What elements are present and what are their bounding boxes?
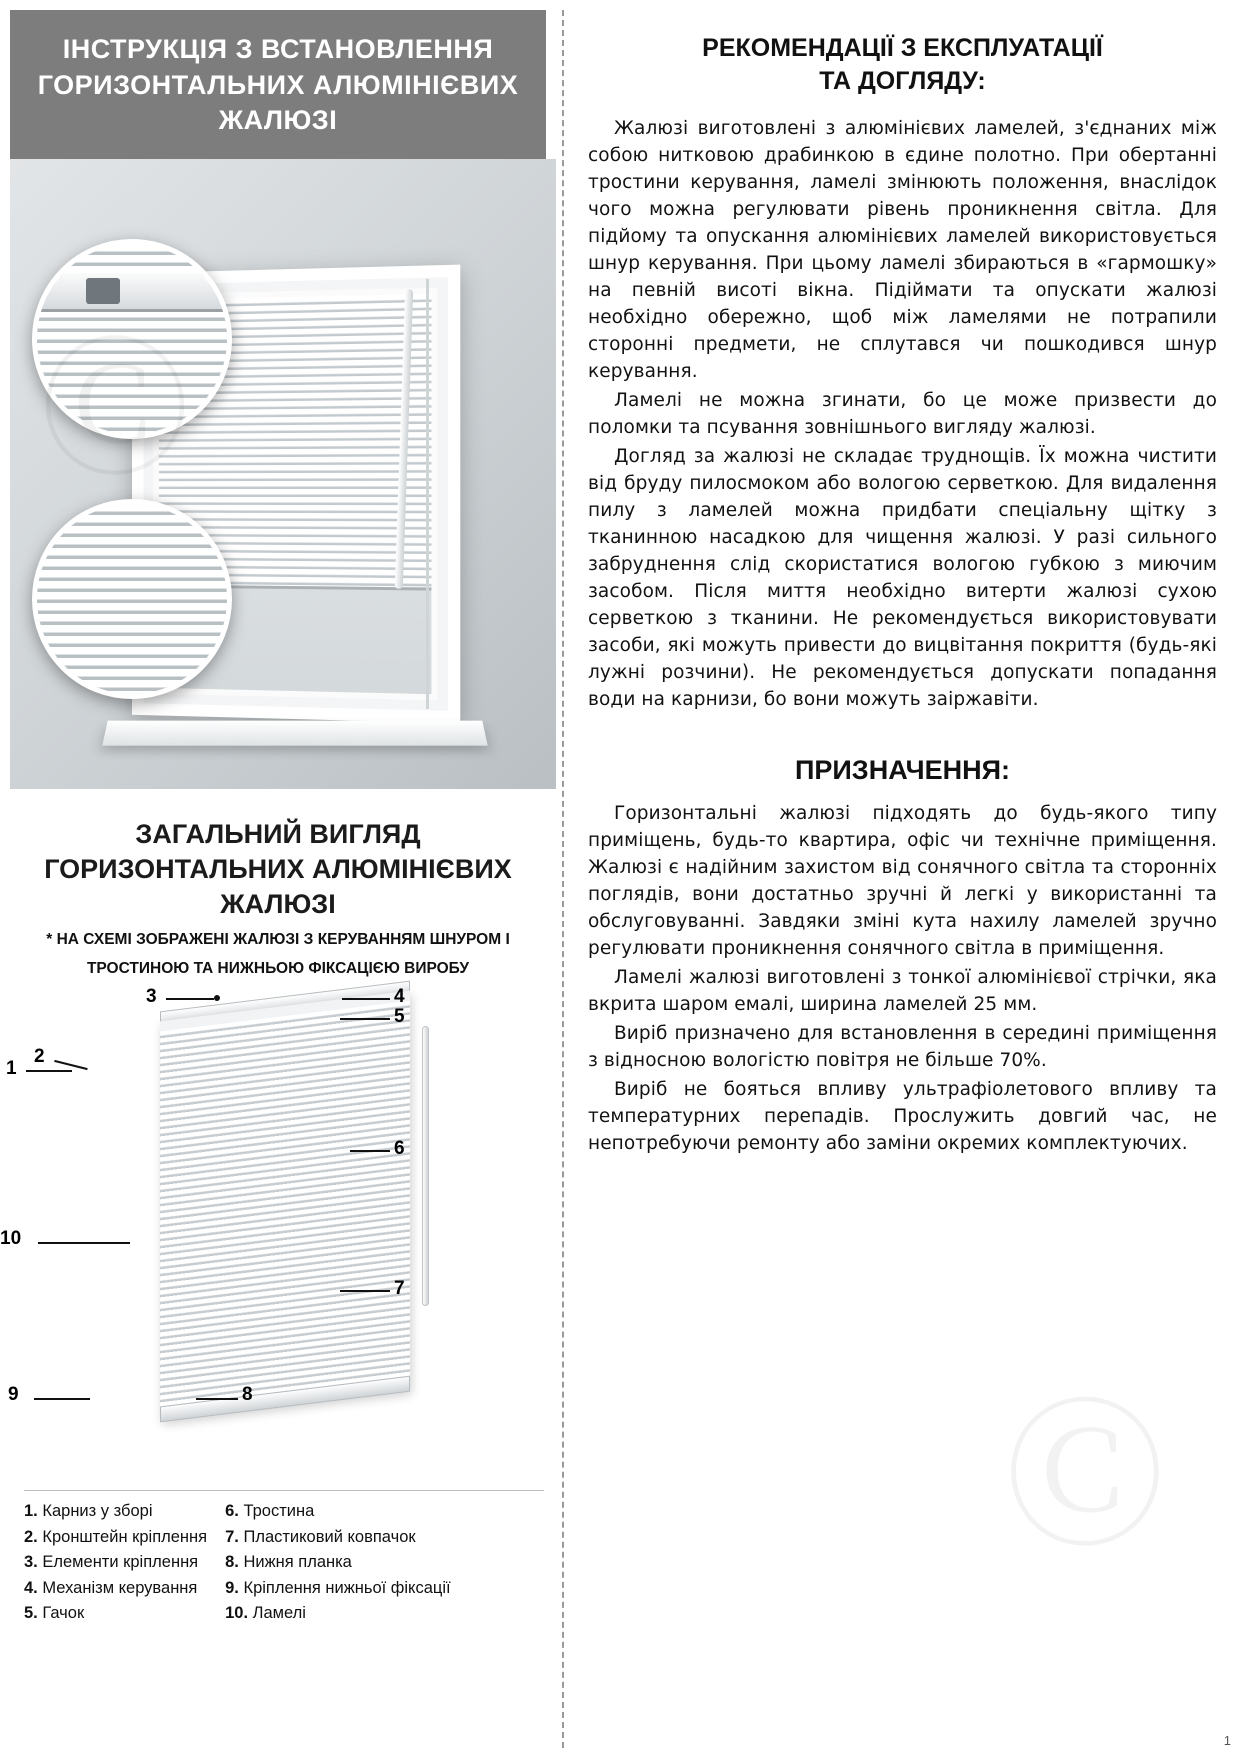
install-header-line-3: ЖАЛЮЗІ <box>218 105 338 136</box>
legend-text-10: Ламелі <box>252 1604 306 1623</box>
installation-photo <box>10 159 556 789</box>
callout-9: 9 <box>8 1384 19 1405</box>
leader-5 <box>340 1018 390 1020</box>
list-item <box>24 1499 207 1525</box>
legend-num-3: 3. <box>24 1553 38 1572</box>
list-item <box>24 1601 207 1627</box>
callout-4: 4 <box>394 986 405 1007</box>
legend-text-5: Гачок <box>42 1604 85 1623</box>
legend-num-5: 5. <box>24 1604 38 1623</box>
detail-bracket <box>86 278 120 304</box>
leader-1 <box>26 1070 72 1072</box>
leader-dot-3 <box>214 995 220 1001</box>
callout-7: 7 <box>394 1278 405 1299</box>
legend-num-9: 9. <box>225 1578 239 1597</box>
legend-text-6: Тростина <box>243 1502 315 1520</box>
overview-note-line-1: * НА СХЕМІ ЗОБРАЖЕНІ ЖАЛЮЗІ З КЕРУВАННЯМ ШНУРОМ І <box>46 931 510 949</box>
care-paragraph-3: Догляд за жалюзі не складає труднощів. Їх можна чистити від бруду пилосмоком або вологою серветкою. Для видалення пилу з ламелей можна придбати спеціальну щітку з тканинною насадкою для чищення жалюзі. У разі сильного забруднення слід скористатися вологою губкою з миючим засобом. Після миття необхідно витерти жалюзі сухою серветкою з тканини. Не рекомендується використовувати засоби, які можуть привести до вицвітання покриття (будь-які лужні розчини). Не рекомендується допускати попадання води на карнизи, бо вони можуть заіржавіти. <box>588 445 1217 710</box>
watermark-icon: Ⓒ <box>1004 1389 1165 1567</box>
blind-parts-diagram <box>0 986 550 1486</box>
care-paragraph-2: Ламелі не можна згинати, бо це може призвести до поломки та псування зовнішнього вигляду жалюзі. <box>588 389 1217 438</box>
list-item <box>225 1525 451 1551</box>
right-column <box>570 0 1245 1758</box>
overview-title-line-1: ЗАГАЛЬНИЙ ВИГЛЯД <box>135 818 421 849</box>
callout-2: 2 <box>34 1046 45 1067</box>
list-item <box>24 1576 207 1602</box>
legend-num-7: 7. <box>225 1527 239 1546</box>
care-title-line-1: РЕКОМЕНДАЦІЇ З ЕКСПЛУАТАЦІЇ <box>702 34 1103 62</box>
callout-3: 3 <box>146 986 157 1007</box>
list-item <box>225 1499 451 1525</box>
purpose-paragraph-3: Виріб призначено для встановлення в середині приміщення з відносною вологістю повітря не більше 70%. <box>588 1022 1217 1071</box>
leader-2 <box>54 1060 87 1070</box>
install-header-line-1: ІНСТРУКЦІЯ З ВСТАНОВЛЕННЯ <box>62 34 494 64</box>
parts-legend-left <box>24 1499 207 1627</box>
legend-text-8: Нижня планка <box>243 1553 352 1572</box>
page-number: 1 <box>1223 1733 1231 1748</box>
legend-num-1: 1. <box>24 1502 38 1520</box>
legend-num-4: 4. <box>24 1578 38 1597</box>
callout-6: 6 <box>394 1138 405 1159</box>
legend-text-4: Механізм керування <box>42 1578 198 1597</box>
leader-8 <box>196 1398 238 1400</box>
legend-num-6: 6. <box>225 1502 239 1520</box>
diagram-control-wand <box>422 1026 429 1306</box>
photo-control-cord <box>426 279 429 709</box>
overview-title-line-3: ЖАЛЮЗІ <box>220 889 336 920</box>
legend-num-2: 2. <box>24 1527 38 1546</box>
purpose-body <box>588 800 1217 1157</box>
purpose-paragraph-4: Виріб не бояться впливу ультрафіолетового впливу та температурних перепадів. Прослужить довгий час, не непотребуючи ремонту або заміни окремих комплектуючих. <box>588 1078 1217 1154</box>
parts-legend-right <box>225 1499 451 1627</box>
parts-legend <box>24 1490 544 1627</box>
leader-3 <box>166 998 214 1000</box>
purpose-paragraph-2: Ламелі жалюзі виготовлені з тонкої алюмінієвої стрічки, яка вкрита шаром емалі, ширина ламелей 25 мм. <box>588 966 1217 1015</box>
list-item <box>225 1601 451 1627</box>
care-paragraph-1: Жалюзі виготовлені з алюмінієвих ламелей, з'єднаних між собою нитковою драбинкою в єдине полотно. При обертанні тростини керування, ламелі змінюють положення, внаслідок чого можна регулювати рівень проникнення світла. Для підйому та опускання алюмінієвих ламелей використовується шнур керування. При цьому ламелі збираються в «гармошку» на певній висоті вікна. Підіймати та опускати жалюзі необхідно обережно, щоб між ламелями не потрапили сторонні предмети, не сплутався чи пошкодився шнур керування. <box>588 117 1217 382</box>
legend-text-2: Кронштейн кріплення <box>42 1527 208 1546</box>
install-instructions-header <box>10 10 546 159</box>
list-item <box>225 1550 451 1576</box>
callout-10: 10 <box>0 1228 22 1249</box>
care-body <box>588 115 1217 713</box>
column-divider <box>562 10 564 1748</box>
purpose-paragraph-1: Горизонтальні жалюзі підходять до будь-якого типу приміщень, будь-то квартира, офіс чи технічне приміщення. Жалюзі є надійним захистом від сонячного світла та сторонніх поглядів, вони достатньо зручні й легкі у використанні та обслуговуванні. Завдяки зміні кута нахилу ламелей зручно регулювати проникнення сонячного світла в приміщення. <box>588 802 1217 959</box>
leader-7 <box>340 1290 390 1292</box>
legend-text-9: Кріплення нижньої фіксації <box>243 1578 451 1597</box>
legend-text-3: Елементи кріплення <box>42 1553 199 1572</box>
leader-9 <box>34 1398 90 1400</box>
detail-slats-bottom <box>37 504 227 694</box>
callout-1: 1 <box>6 1058 17 1079</box>
list-item <box>24 1550 207 1576</box>
legend-text-7: Пластиковий ковпачок <box>243 1527 416 1546</box>
callout-8: 8 <box>242 1384 253 1405</box>
callout-5: 5 <box>394 1006 405 1027</box>
purpose-section-title: ПРИЗНАЧЕННЯ: <box>794 754 1011 785</box>
leader-10 <box>38 1242 130 1244</box>
list-item <box>24 1525 207 1551</box>
install-header-line-2: ГОРИЗОНТАЛЬНИХ АЛЮМІНІЄВИХ <box>37 69 519 100</box>
leader-6 <box>350 1150 390 1152</box>
legend-text-1: Карниз у зборі <box>42 1502 153 1520</box>
diagram-slats <box>160 991 410 1422</box>
window-sill <box>102 721 488 746</box>
legend-num-8: 8. <box>225 1553 239 1572</box>
overview-note-line-2: ТРОСТИНОЮ ТА НИЖНЬОЮ ФІКСАЦІЄЮ ВИРОБУ <box>86 960 470 978</box>
overview-title-line-2: ГОРИЗОНТАЛЬНИХ АЛЮМІНІЄВИХ <box>44 853 512 884</box>
legend-num-10: 10. <box>225 1604 249 1623</box>
leader-4 <box>342 998 390 1000</box>
detail-headrail <box>37 270 227 312</box>
care-title-line-2: ТА ДОГЛЯДУ: <box>819 67 986 96</box>
overview-section-title <box>16 817 540 980</box>
detail-circle-slats <box>32 499 232 699</box>
list-item <box>225 1576 451 1602</box>
detail-circle-headrail <box>32 239 232 439</box>
care-section-title <box>598 32 1207 99</box>
left-column <box>0 0 556 1758</box>
